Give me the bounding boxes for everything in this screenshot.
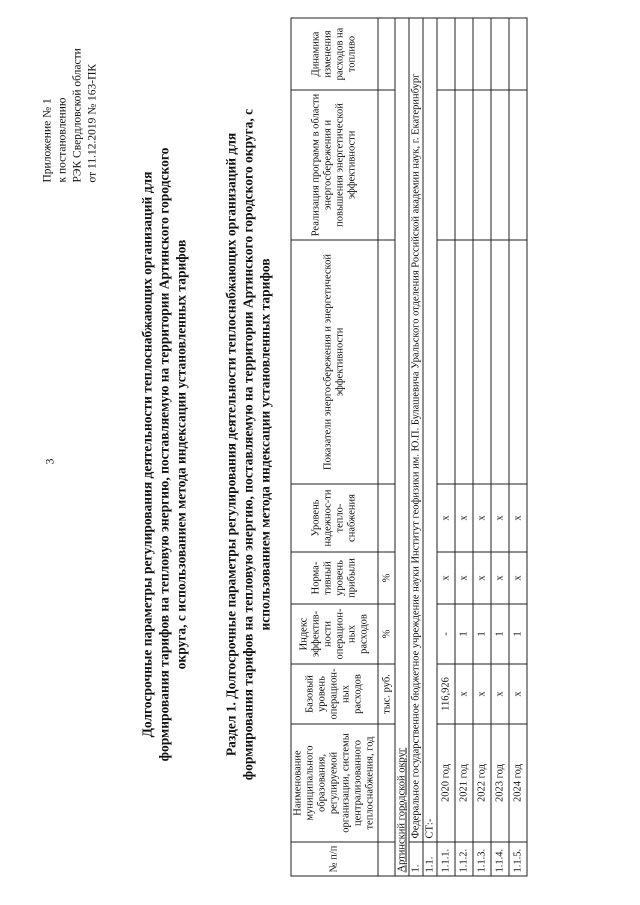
- header-reliability: Уровень надежнос-ти тепло-снабжения: [291, 484, 378, 552]
- unit-norm: %: [378, 552, 395, 604]
- table-header-row: [291, 18, 378, 876]
- appendix-line-1: Приложение № 1: [41, 98, 54, 183]
- page-number: 3: [42, 458, 57, 465]
- table-row: 1.1.4. 2023 год x 1 x x: [491, 18, 509, 876]
- municipality-row: [395, 18, 409, 876]
- header-base: Базовый уровень операцион-ных расходов: [291, 664, 378, 724]
- system-row: [423, 18, 437, 876]
- municipality-name: Артинский городской округ: [395, 18, 409, 876]
- header-programs: Реализация программ в области энергосбережения и повышения энергетической эффективности: [291, 90, 378, 240]
- header-name: Наименование муниципального образования, регулируемой организации, системы централизованного теплоснабжения, год: [291, 724, 378, 842]
- header-norm: Норма-тивный уровень прибыли: [291, 552, 378, 604]
- appendix-note: [41, 48, 101, 182]
- org-num: 1.: [409, 842, 423, 876]
- system-num: 1.1.: [423, 842, 437, 876]
- org-name: Федеральное государственное бюджетное учреждение науки Институт геофизики им. Ю.П. Булашевича Уральского отделения Российской академии наук, г. Екатеринбург: [409, 18, 423, 842]
- unit-base: тыс. руб.: [378, 664, 395, 724]
- document-page: [1, 0, 640, 905]
- system-name: СТ:-: [423, 18, 437, 842]
- table-row: 1.1.5. 2024 год x 1 x x: [509, 18, 527, 876]
- table-row: 1.1.3. 2022 год x 1 x x: [473, 18, 491, 876]
- section-title: Раздел 1. Долгосрочные параметры регулирования деятельности теплоснабжающих организаций для формирования тарифов на тепловую энергию, поставляемую на территории Артинского городского округа, с использованием метода индексации установленных тарифов: [223, 108, 273, 781]
- document-title: Долгосрочные параметры регулирования деятельности теплоснабжающих организаций для формирования тарифов на тепловую энергию, поставляемую на территории Артинского городского округа, с использованием метода индексации установленных тарифов: [139, 147, 189, 762]
- unit-index: %: [378, 604, 395, 664]
- header-energy: Показатели энергосбережения и энергетической эффективности: [291, 240, 378, 484]
- header-index: Индекс эффектив-ности операцион-ных расходов: [291, 604, 378, 664]
- header-fuel: Динамика изменения расходов на топливо: [291, 18, 378, 90]
- header-num: № п/п: [291, 842, 378, 876]
- appendix-line-2: к постановлению: [56, 97, 69, 183]
- appendix-line-4: от 11.12.2019 № 163-ПК: [86, 63, 99, 183]
- table-row: 1.1.2. 2021 год x 1 x x: [455, 18, 473, 876]
- table-row: 1.1.1. 2020 год 116,926 - x x: [437, 18, 455, 876]
- parameters-table: [291, 18, 528, 877]
- units-row: [378, 18, 395, 876]
- organization-row: [409, 18, 423, 876]
- appendix-line-3: РЭК Свердловской области: [71, 48, 84, 183]
